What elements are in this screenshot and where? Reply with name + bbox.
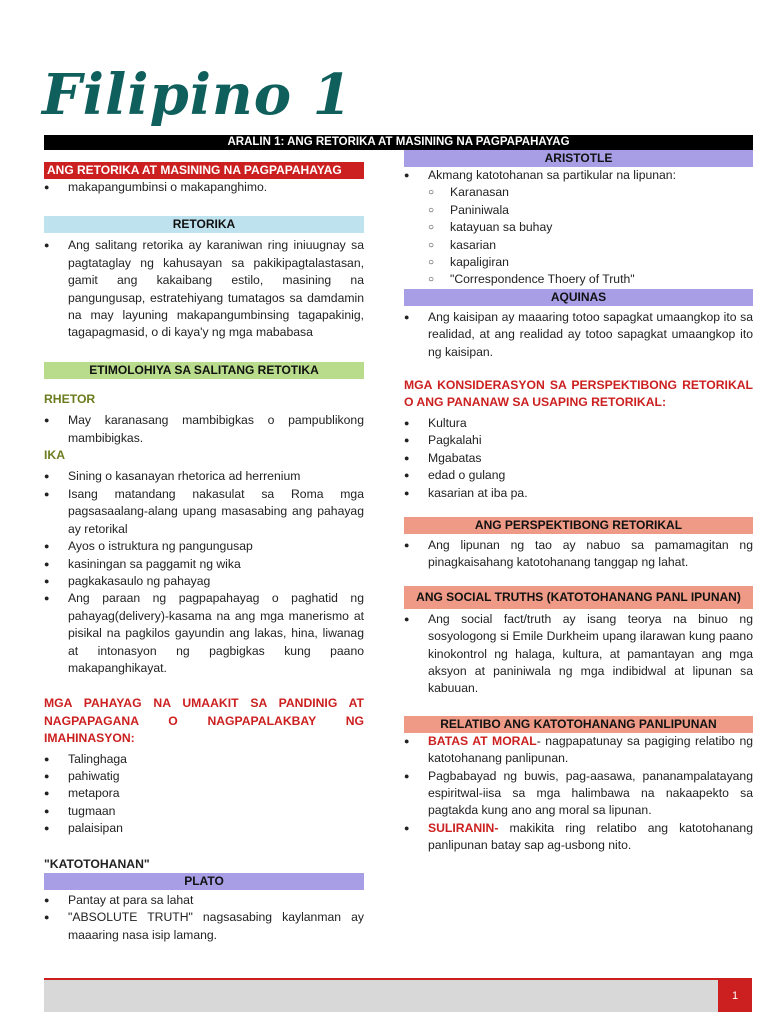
plato-list xyxy=(44,892,364,944)
section-heading-social-truths: ANG SOCIAL TRUTHS (KATOTOHANANG PANL IPUNAN) xyxy=(404,586,753,609)
section-heading-retorika: RETORIKA xyxy=(44,216,364,233)
s1-list xyxy=(44,179,364,196)
list-item: ● Isang matandang nakasulat sa Roma mga pagsasaalang-alang upang masasabing ang pahayag ay retorikal xyxy=(44,486,364,538)
section-heading-retorika-masining: ANG RETORIKA AT MASINING NA PAGPAPAHAYAG xyxy=(44,162,364,179)
aquinas-list xyxy=(404,309,753,361)
list-item: ● Pantay at para sa lahat xyxy=(44,892,364,909)
s4-list xyxy=(44,751,364,838)
left-column xyxy=(44,150,364,944)
page-footer xyxy=(44,978,752,1012)
page-number: 1 xyxy=(718,980,752,1012)
section-heading-perspektibong-retorikal: ANG PERSPEKTIBONG RETORIKAL xyxy=(404,517,753,534)
section-heading-aquinas: AQUINAS xyxy=(404,289,753,306)
list-item: ○ katayuan sa buhay xyxy=(404,219,753,236)
list-item: ● Ayos o istruktura ng pangungusap xyxy=(44,538,364,555)
keyword-batas-moral: BATAS AT MORAL xyxy=(428,733,537,748)
list-item: ● Talinghaga xyxy=(44,751,364,768)
list-item: ● palaisipan xyxy=(44,820,364,837)
aristotle-sublist xyxy=(404,184,753,288)
list-item: ● Ang salitang retorika ay karaniwan ring iniuugnay sa pagtataglay ng kahusayan sa pakikipagtalastasan, gamit ang kakaibang estilo, masining na pangungusap, estratehiyang tumatagos sa damdamin na may layuning makapangumbinsing tagapakinig, tagapagmasid, o di kaya'y ng mga mababasa xyxy=(44,237,364,341)
section-heading-konsiderasyon: MGA KONSIDERASYON SA PERSPEKTIBONG RETORIKAL O ANG PANANAW SA USAPING RETORIKAL: xyxy=(404,378,753,410)
s2-list xyxy=(44,237,364,341)
list-item: ● Ang kaisipan ay maaaring totoo sapagkat umaangkop ito sa realidad, at ang realidad ay totoo sapagkat umaangkop ito ng kaisipan. xyxy=(404,309,753,361)
document-title: Filipino 1 xyxy=(42,62,353,128)
list-item: ○ "Correspondence Thoery of Truth" xyxy=(404,271,753,288)
list-item: ● makapangumbinsi o makapanghimo. xyxy=(44,179,364,196)
list-item-text: makikita ring relatibo ang katotohanang panlipunan batay sap ag-usbong nito. xyxy=(428,820,753,853)
list-item: ● kasiningan sa paggamit ng wika xyxy=(44,556,364,573)
list-item: ● Mgabatas xyxy=(404,450,753,467)
label-rhetor: RHETOR xyxy=(44,391,96,406)
section-heading-relatibo: RELATIBO ANG KATOTOHANANG PANLIPUNAN xyxy=(404,716,753,733)
list-item: ● Pagkalahi xyxy=(404,432,753,449)
section-heading-plato: PLATO xyxy=(44,873,364,890)
list-item: ● kasarian at iba pa. xyxy=(404,485,753,502)
section-heading-etimolohiya: ETIMOLOHIYA SA SALITANG RETOTIKA xyxy=(44,362,364,379)
lesson-header: ARALIN 1: ANG RETORIKA AT MASINING NA PAGPAPAHAYAG xyxy=(44,135,753,150)
aristotle-list xyxy=(404,167,753,184)
list-item: ● Ang paraan ng pagpapahayag o paghatid ng pahayag(delivery)-kasama na ang mga manerismo at pisikal na pagkilos gayundin ang lakas, hina, liwanag at intonasyon ng pagbigkas kung paano makapanghikayat. xyxy=(44,590,364,677)
list-item: ● Ang lipunan ng tao ay nabuo sa pamamagitan ng pinagkaisahang katotohanang tanggap ng lahat. xyxy=(404,537,753,572)
rhetor-list xyxy=(44,412,364,447)
perspektibo-list xyxy=(404,537,753,572)
list-item: ● metapora xyxy=(44,785,364,802)
list-item: ○ Karanasan xyxy=(404,184,753,201)
social-truths-list xyxy=(404,611,753,698)
section-heading-aristotle: ARISTOTLE xyxy=(404,150,753,167)
list-item: ● Akmang katotohanan sa partikular na lipunan: xyxy=(404,167,753,184)
list-item: ● "ABSOLUTE TRUTH" nagsasabing kaylanman ay maaaring nasa isip lamang. xyxy=(44,909,364,944)
list-item: ● Ang social fact/truth ay isang teorya na binuo ng sosyologong si Emile Durkheim upang ilarawan kung paano kinokontrol ng halaga, kultura, at pamantayan ang mga aksyon at paniniwala ng mga indibidwal at lipunan sa kabuuan. xyxy=(404,611,753,698)
list-item: ○ kasarian xyxy=(404,237,753,254)
list-item xyxy=(404,820,753,855)
list-item: ● pahiwatig xyxy=(44,768,364,785)
right-column xyxy=(404,150,753,855)
list-item: ● Kultura xyxy=(404,415,753,432)
keyword-suliranin: SULIRANIN- xyxy=(428,820,499,835)
list-item: ● Sining o kasanayan rhetorica ad herrenium xyxy=(44,468,364,485)
section-heading-pahayag: MGA PAHAYAG NA UMAAKIT SA PANDINIG AT NAGPAPAGANA O NAGPAPALAKBAY NG IMAHINASYON: xyxy=(44,696,364,746)
label-katotohanan: "KATOTOHANAN" xyxy=(44,856,150,871)
list-item: ● Pagbabayad ng buwis, pag-aasawa, pananampalatayang espiritwal-iisa sa mga halimbawa na nakaapekto sa pagtakda kung ano ang moral sa lipunan. xyxy=(404,768,753,820)
list-item: ○ kapaligiran xyxy=(404,254,753,271)
list-item: ● edad o gulang xyxy=(404,467,753,484)
list-item: ● pagkakasaulo ng pahayag xyxy=(44,573,364,590)
label-ika: IKA xyxy=(44,448,65,463)
list-item: ● tugmaan xyxy=(44,803,364,820)
relatibo-list xyxy=(404,733,753,855)
list-item-text: - nagpapatunay sa pagiging relatibo ng katotohanang panlipunan. xyxy=(428,733,754,766)
list-item: ● May karanasang mambibigkas o pampublikong mambibigkas. xyxy=(44,412,364,447)
list-item xyxy=(404,733,753,768)
konsiderasyon-list xyxy=(404,415,753,502)
list-item: ○ Paniniwala xyxy=(404,202,753,219)
ika-list xyxy=(44,468,364,677)
